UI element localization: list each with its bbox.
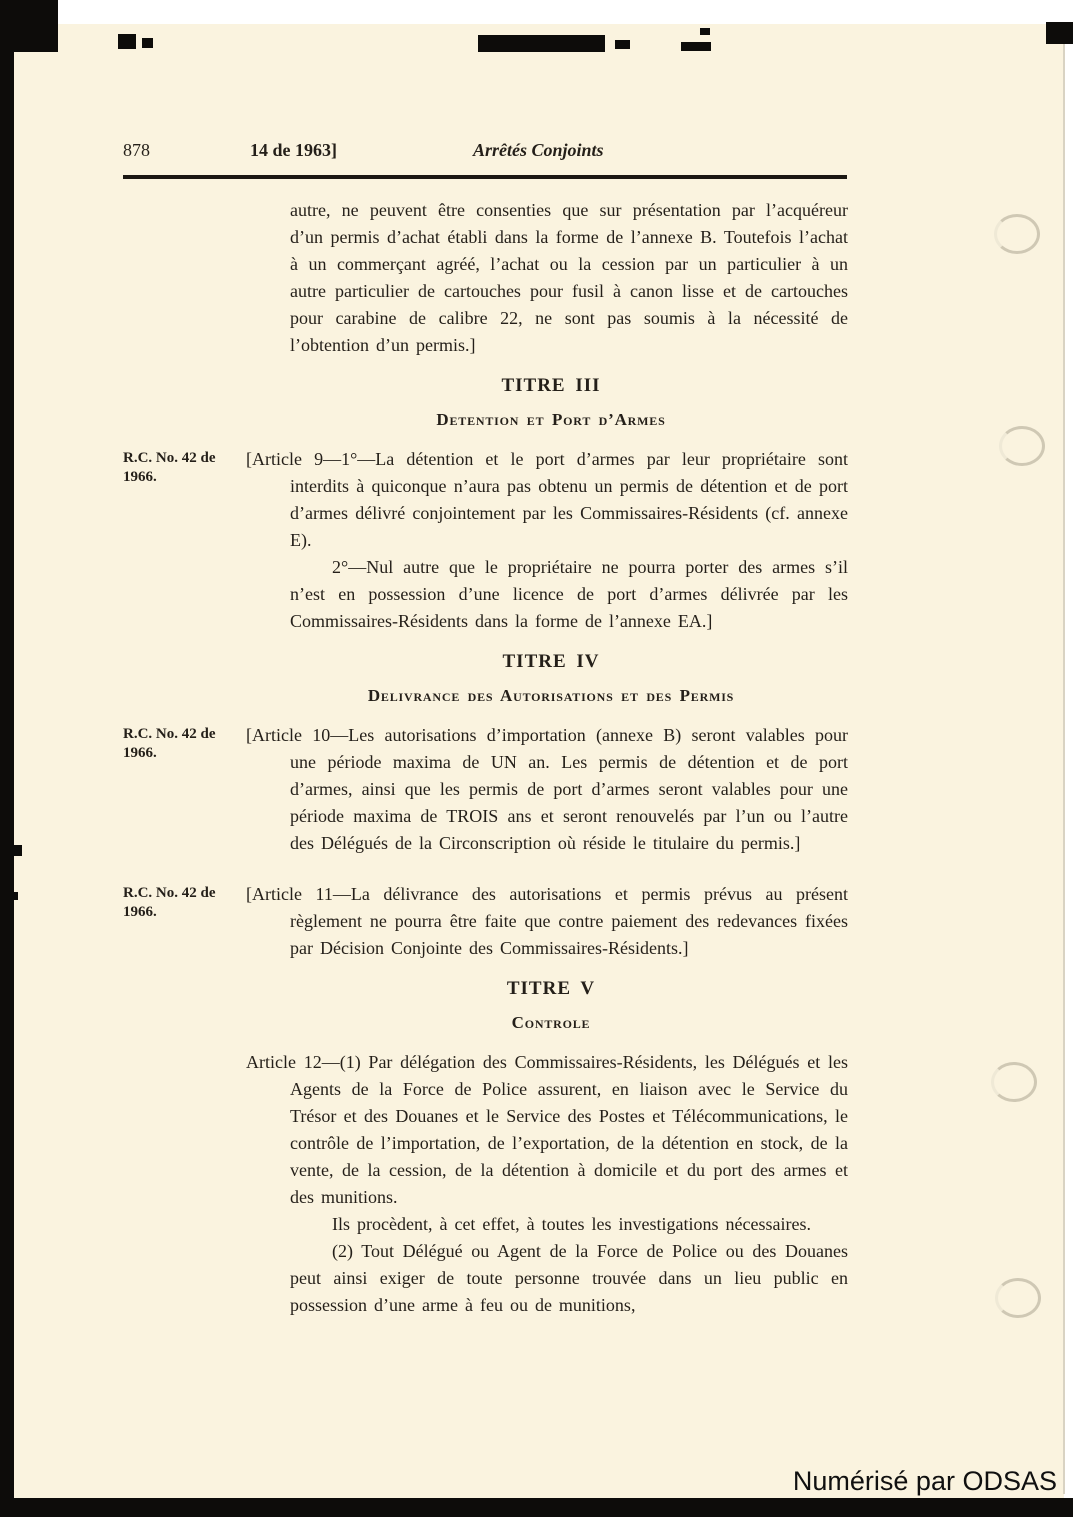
article-12-paragraph-2: Ils procèdent, à cet effet, à toutes les investigations nécessaires. [332, 1214, 812, 1234]
article-12-paragraph-1: Article 12—(1) Par délégation des Commissaires-Résidents, les Délégués et les Agents de la Force de Police assurent, en liaison avec le Service du Trésor et des Douanes et le Service des Postes et Télécommunications, le contrôle de l’importation, de l’exportation, de la détention en stock, de la vente, de la cession, de la détention à domicile et du port des armes et des munitions. [246, 1052, 848, 1207]
scan-artifact [118, 34, 136, 49]
scan-artifact [478, 35, 605, 52]
punch-hole [995, 1278, 1041, 1318]
header-rule [123, 175, 847, 179]
scan-artifact [0, 892, 18, 900]
article-10-block [123, 722, 848, 857]
margin-note-article-11: R.C. No. 42 de 1966. [123, 885, 216, 920]
article-9-paragraph-1: [Article 9—1°—La détention et le port d’armes par leur propriétaire sont interdits à quiconque n’aura pas obtenu un permis de détention et de port d’armes délivré conjointement par les Commissaires-Résidents (cf. annexe E). [246, 449, 848, 550]
punch-hole [999, 426, 1045, 466]
scan-watermark: Numérisé par ODSAS [792, 1466, 1057, 1496]
titre-v-heading: TITRE V [506, 978, 596, 999]
article-12-block [246, 1049, 848, 1319]
article-11-block [123, 881, 848, 962]
journal-title: Arrêtés Conjoints [473, 140, 604, 160]
intro-paragraph: autre, ne peuvent être consenties que sur présentation par l’acquéreur d’un permis d’achat établi dans la forme de l’annexe B. Toutefois l’achat à un commerçant agréé, l’achat ou la cession par un particulier à un autre particulier de cartouches pour fusil à canon lisse et de cartouches pour carabine de calibre 22, ne sont pas soumis à la nécessité de l’obtention d’un permis.] [290, 200, 848, 355]
titre-iii-subheading: Detention et Port d’Armes [436, 410, 666, 429]
margin-note-article-10: R.C. No. 42 de 1966. [123, 726, 216, 761]
scan-artifact [615, 40, 630, 49]
article-11-paragraph: [Article 11—La délivrance des autorisations et permis prévus au présent règlement ne pourra être faite que contre paiement des redevances fixées par Décision Conjointe des Commissaires-Résidents.] [246, 884, 848, 958]
page-body [123, 197, 848, 1319]
scan-artifact [0, 845, 22, 856]
scan-artifact [681, 42, 711, 51]
paper-edge-shadow [1063, 44, 1065, 1494]
page-header [123, 140, 848, 168]
scan-artifact [700, 28, 710, 35]
titre-v-subheading: Controle [511, 1013, 591, 1032]
margin-note-article-9: R.C. No. 42 de 1966. [123, 450, 216, 485]
scan-artifact [1046, 22, 1073, 44]
page-number: 878 [123, 140, 150, 160]
scan-artifact [142, 38, 153, 48]
article-9-paragraph-2: 2°—Nul autre que le propriétaire ne pourra porter des armes s’il n’est en possession d’une licence de port d’armes délivrée par les Commissaires-Résidents dans la forme de l’annexe EA.] [290, 557, 848, 631]
punch-hole [991, 1062, 1037, 1102]
punch-hole [994, 214, 1040, 254]
scan-artifact [0, 24, 14, 1517]
issue-reference: 14 de 1963] [250, 140, 337, 160]
titre-iii-heading: TITRE III [501, 375, 601, 396]
titre-iv-subheading: Delivrance des Autorisations et des Permis [367, 686, 735, 705]
article-9-block [123, 446, 848, 635]
article-12-paragraph-3: (2) Tout Délégué ou Agent de la Force de Police ou des Douanes peut ainsi exiger de toute personne trouvée dans un lieu public en possession d’une arme à feu ou de munitions, [290, 1241, 848, 1315]
scan-artifact [0, 1498, 1073, 1517]
titre-iv-heading: TITRE IV [502, 651, 600, 672]
article-10-paragraph: [Article 10—Les autorisations d’importation (annexe B) seront valables pour une période maxima de UN an. Les permis de détention et de port d’armes, ainsi que les permis de port d’armes seront valables pour une période maxima de TROIS ans et seront renouvelés par l’un ou l’autre des Délégués de la Circonscription où réside le titulaire du permis.] [246, 725, 848, 853]
